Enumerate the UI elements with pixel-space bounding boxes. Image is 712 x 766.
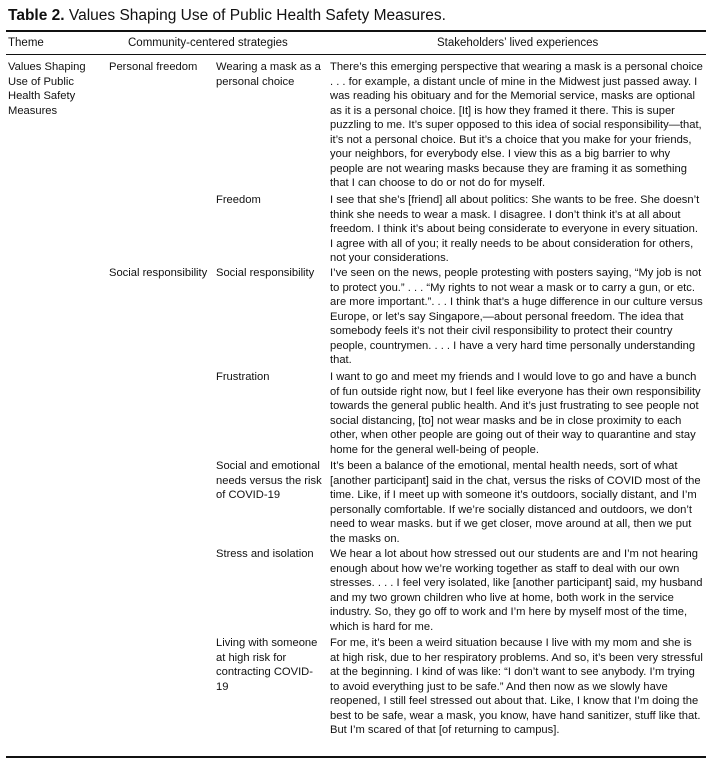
strategy-social-responsibility: Social responsibility [216,267,315,279]
header-strategies: Community-centered strategies [128,37,288,49]
experience-social-emotional: It’s been a balance of the emotional, mental health needs, sort of what [another participant] said in the chat, versus the risks of COVID most of the time. Like, if I meet up with someone it’s outdoors, socially distant, and I’m personally comfortable. If we’re socially distanced and outdoors, we don’t need to wear masks. but if we get closer, move around at all, then we put the masks on. [330,460,701,545]
strategy-high-risk: Living with someone at high risk for contracting COVID-19 [216,637,318,693]
header-rule [6,54,706,55]
header-theme: Theme [8,37,44,49]
bottom-rule [6,756,706,758]
strategy-social-emotional: Social and emotional needs versus the risk of COVID-19 [216,460,322,501]
experience-frustration: I want to go and meet my friends and I would love to go and have a bunch of fun outside right now, but I feel like everyone has their own responsibility towards the general public health. And it’s just frustrating to see people not social distancing, [to] not wear masks and be in close proximity to each other, when other people are going out of their way to quarantine and stay home for the general well-being of people. [330,371,701,456]
group-name-personal-freedom: Personal freedom [109,61,198,73]
table-caption: Values Shaping Use of Public Health Safety Measures. [68,7,446,24]
strategy-freedom: Freedom [216,194,261,206]
header-experiences: Stakeholders’ lived experiences [437,37,599,49]
top-rule [6,30,706,32]
experience-freedom: I see that she’s [friend] all about politics: She wants to be free. She doesn’t think she needs to wear a mask. I disagree. I don’t think it’s at all about freedom. I think it’s about being considerate to everyone in every situation. I agree with all of you; it really needs to be about consideration for others, not your considerations. [330,194,700,264]
experience-high-risk: For me, it’s been a weird situation because I live with my mom and she is at high risk, due to her respiratory problems. And so, it’s been very stressful at the beginning. I kind of was like: “I don’t want to see anybody. I’m trying to avoid everything just to be safe.” And then now as we slowly have reopened, I still feel stressed out about that. Like, I know that I’m doing the best to be safe, wear a mask, you know, have hand sanitizer, stuff like that. But I’m scared of that [of returning to campus]. [330,637,703,736]
experience-stress-isolation: We hear a lot about how stressed out our students are and I’m not hearing enough about how we’re working together as staff to deal with our own stresses. . . . I feel very isolated, like [another participant] said, my husband and my two grown children who live at home, both work in the service industry. So, they go off to work and I’m here by myself most of the time, which is hard for me. [330,548,703,633]
table-title [8,6,446,26]
table-label: Table 2. [8,7,65,24]
strategy-mask-choice: Wearing a mask as a personal choice [216,61,321,88]
experience-mask-choice: There’s this emerging perspective that wearing a mask is a personal choice . . . for example, a distant uncle of mine in the Midwest just passed away. I was reading his obituary and for the Memorial service, masks are optional as it is a personal choice. [It] is how they framed it there. This is super puzzling to me. It’s super opposed to this idea of social responsibility—that, it’s not a personal choice. But it’s a choice that you make for your friends, your neighbors, for everybody else. I view this as a big barrier to why people are not wearing masks because they are framing it as something that I can choose to do or not do for myself. [330,61,703,189]
experience-social-responsibility: I’ve seen on the news, people protesting with posters saying, “My job is not to protect you.” . . . “My rights to not wear a mask or to carry a gun, or etc. are more important.”. . . I think that’s a huge difference in our culture versus Europe, or let’s say Singapore,—about personal freedom. The idea that somebody feels it’s not their civil responsibility to protect their country people, countrymen. . . . I have a very hard time personally understanding that. [330,267,703,366]
theme-cell: Values Shaping Use of Public Health Safety Measures [8,61,86,117]
group-name-social-responsibility: Social responsibility [109,267,208,279]
strategy-stress-isolation: Stress and isolation [216,548,314,560]
strategy-frustration: Frustration [216,371,270,383]
